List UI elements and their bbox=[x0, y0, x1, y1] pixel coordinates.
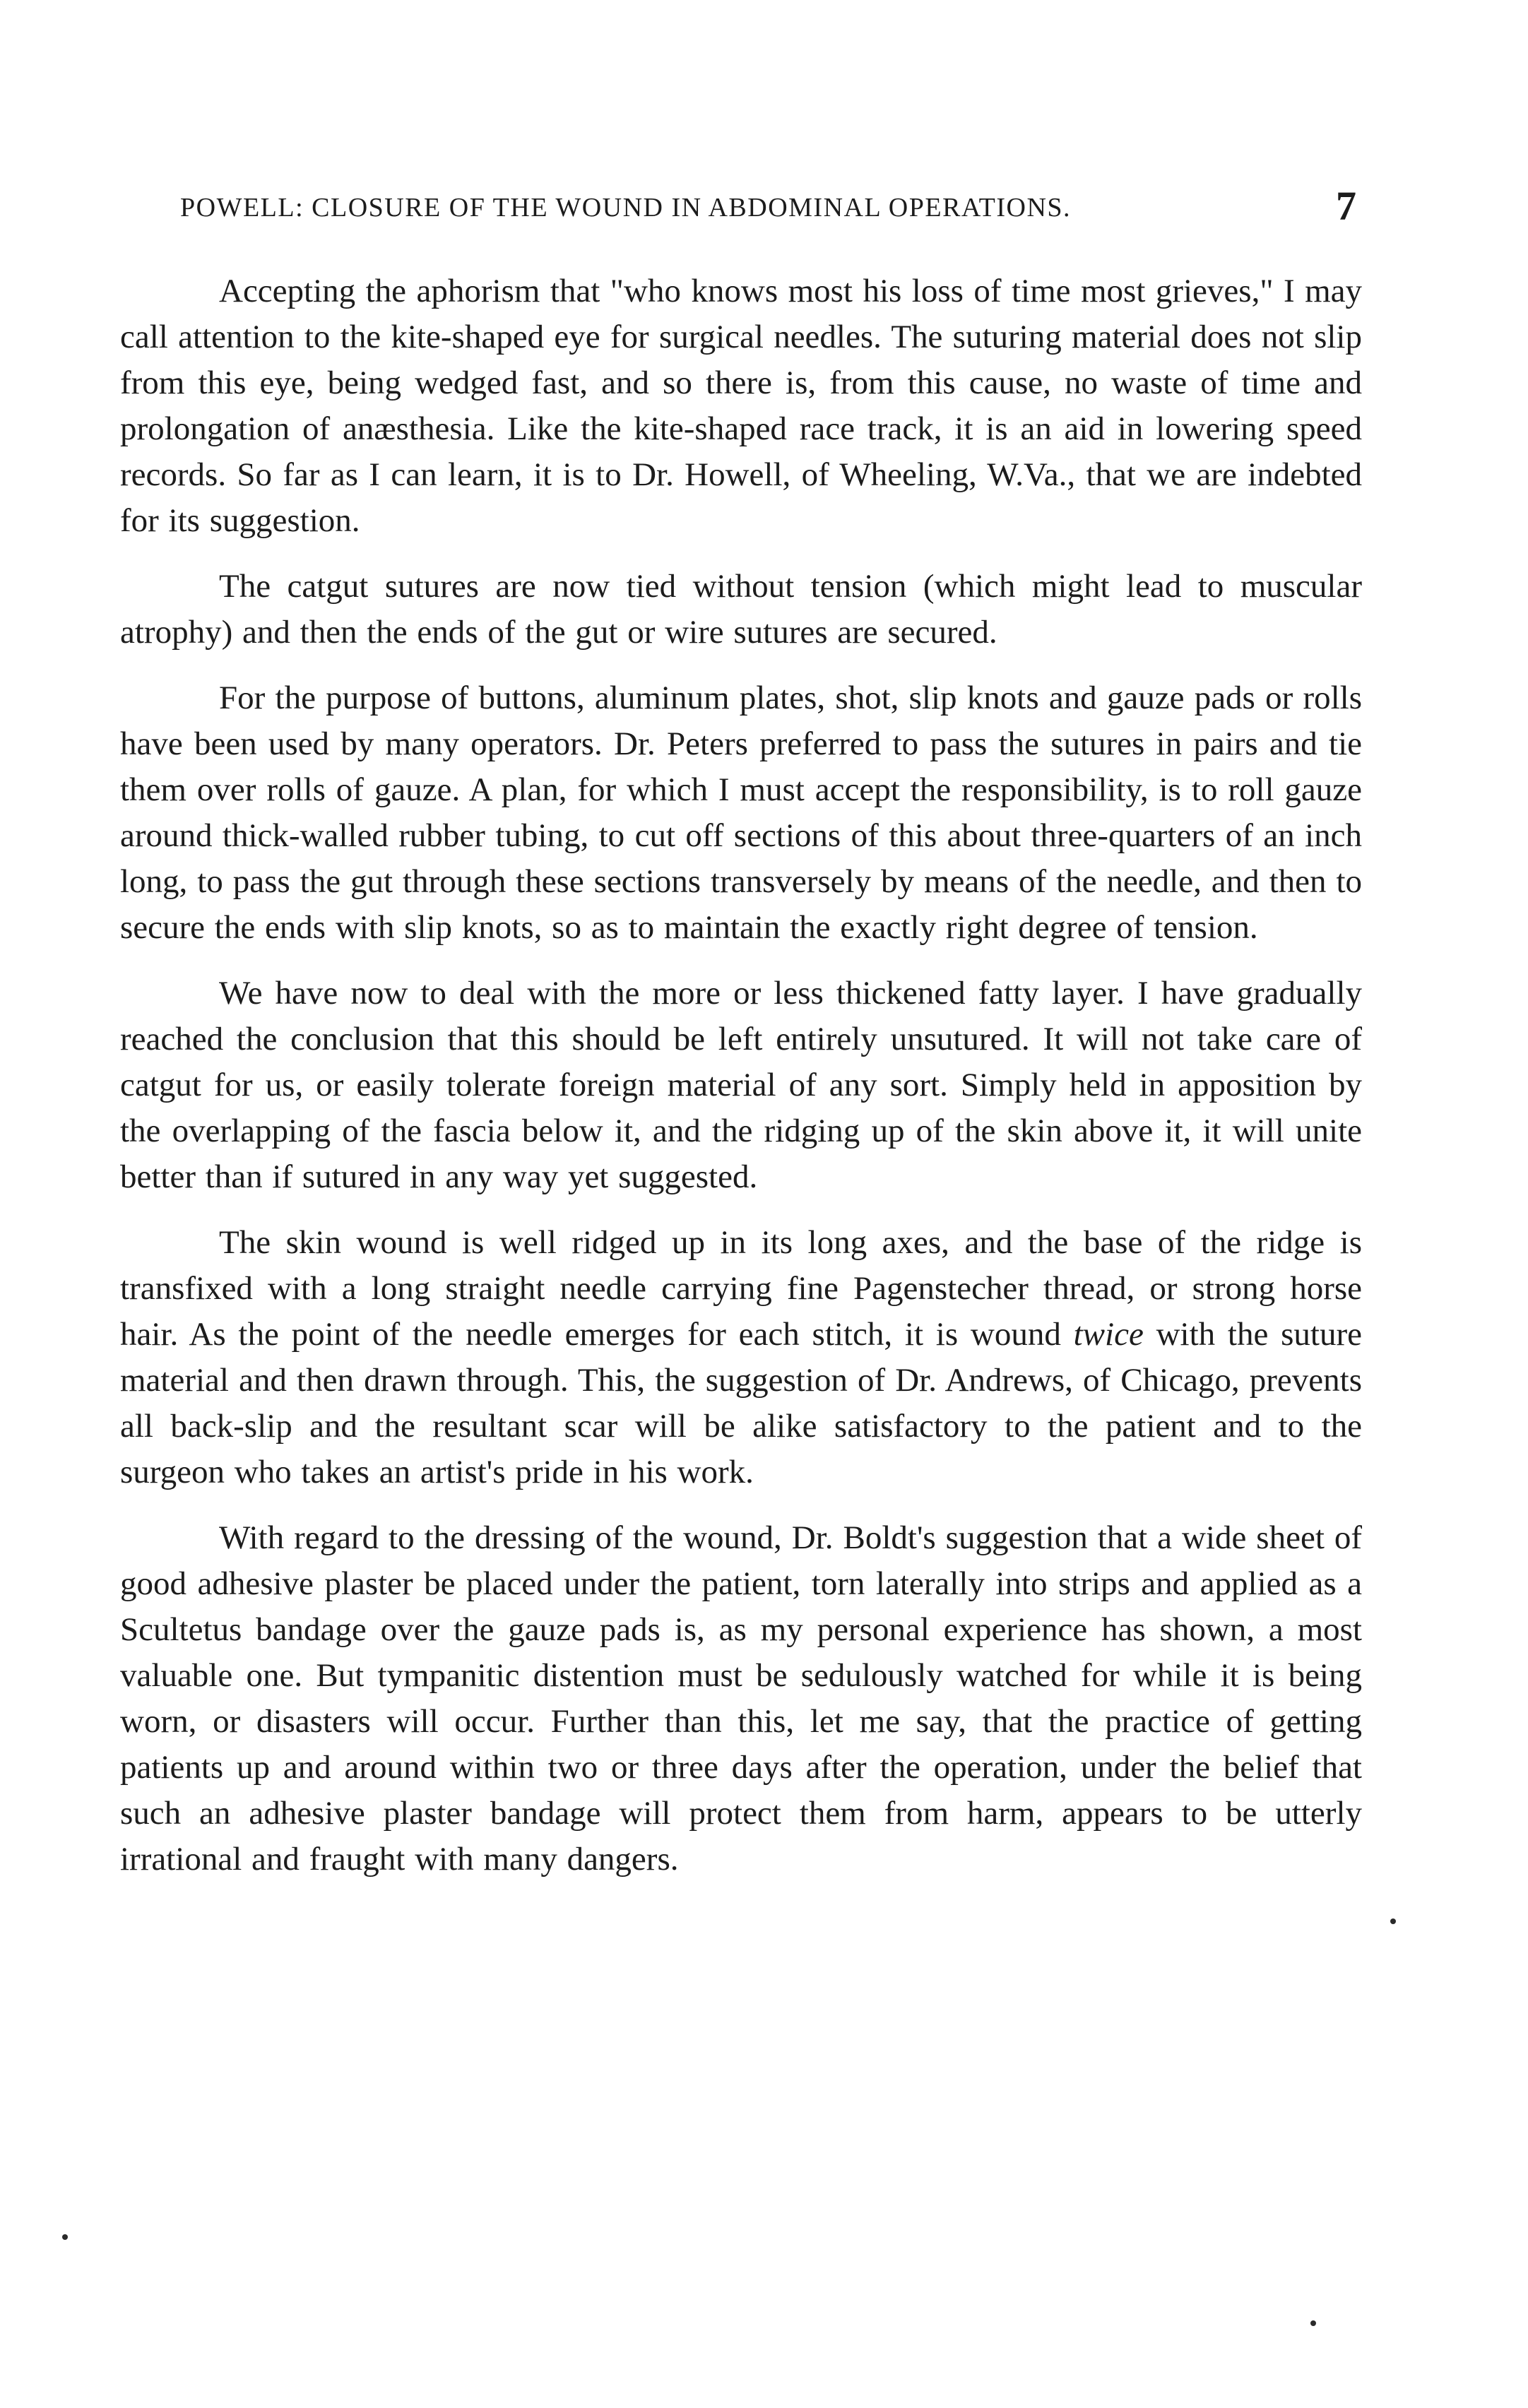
margin-speck bbox=[62, 2234, 68, 2240]
paragraph-needle-eye: Accepting the aphorism that "who knows most his loss of time most grieves," I may call attention to the kite-shaped eye for surgical needles. The suturing material does not slip from this eye, being wedged fast, and so there is, from this cause, no waste of time and prolongation of anæsthesia. Like the kite-shaped race track, it is an aid in lowering speed records. So far as I can learn, it is to Dr. Howell, of Wheeling, W.Va., that we are indebted for its suggestion. bbox=[120, 273, 1362, 539]
paragraph-dressing: With regard to the dressing of the wound, Dr. Boldt's suggestion that a wide sheet of good adhesive plaster be placed under the patient, torn laterally into strips and applied as a Scultetus bandage over the gauze pads is, as my personal experience has shown, a most valuable one. But tympanitic distention must be sedulously watched for while it is being worn, or disasters will occur. Further than this, let me say, that the practice of getting patients up and around within two or three days after the operation, under the belief that such an adhesive plaster bandage will protect them from harm, appears to be utterly irrational and fraught with many dangers. bbox=[120, 1519, 1362, 1878]
paragraph-buttons-and-gauze: For the purpose of buttons, aluminum plates, shot, slip knots and gauze pads or rolls have been used by many operators. Dr. Peters preferred to pass the sutures in pairs and tie them over rolls of gauze. A plan, for which I must accept the responsibility, is to roll gauze around thick-walled rubber tubing, to cut off sections of this about three-quarters of an inch long, to pass the gut through these sections transversely by means of the needle, and then to secure the ends with slip knots, so as to maintain the exactly right degree of tension. bbox=[120, 680, 1362, 946]
paragraph-skin-wound bbox=[120, 1220, 1362, 1495]
skin-wound-text-after: with the suture material and then drawn through. This, the suggestion of Dr. Andrews, of Chicago, prevents all back-slip and the resultant scar will be alike satisfactory to the patient and to the surgeon who takes an artist's pride in his work. bbox=[120, 1316, 1362, 1490]
running-title: POWELL: CLOSURE OF THE WOUND IN ABDOMINAL OPERATIONS. bbox=[180, 193, 1072, 223]
paragraph-fatty-layer: We have now to deal with the more or less thickened fatty layer. I have gradually reached the conclusion that this should be left entirely unsutured. It will not take care of catgut for us, or easily tolerate foreign material of any sort. Simply held in apposition by the overlapping of the fascia below it, and the ridging up of the skin above it, it will unite better than if sutured in any way yet suggested. bbox=[120, 975, 1362, 1195]
skin-wound-text-before: The skin wound is well ridged up in its long axes, and the base of the ridge is transfixed with a long straight needle carrying fine Pagenstecher thread, or strong horse hair. As the point of the needle emerges for each stitch, it is wound bbox=[120, 1224, 1362, 1353]
margin-speck bbox=[1310, 2320, 1316, 2326]
margin-speck bbox=[1390, 1918, 1396, 1924]
paragraph-catgut-sutures: The catgut sutures are now tied without tension (which might lead to muscular atrophy) and then the ends of the gut or wire sutures are secured. bbox=[120, 568, 1362, 651]
body-text bbox=[120, 268, 1362, 1902]
skin-wound-italic-word: twice bbox=[1073, 1316, 1144, 1353]
page-number: 7 bbox=[1336, 183, 1356, 229]
running-head bbox=[180, 182, 1356, 239]
